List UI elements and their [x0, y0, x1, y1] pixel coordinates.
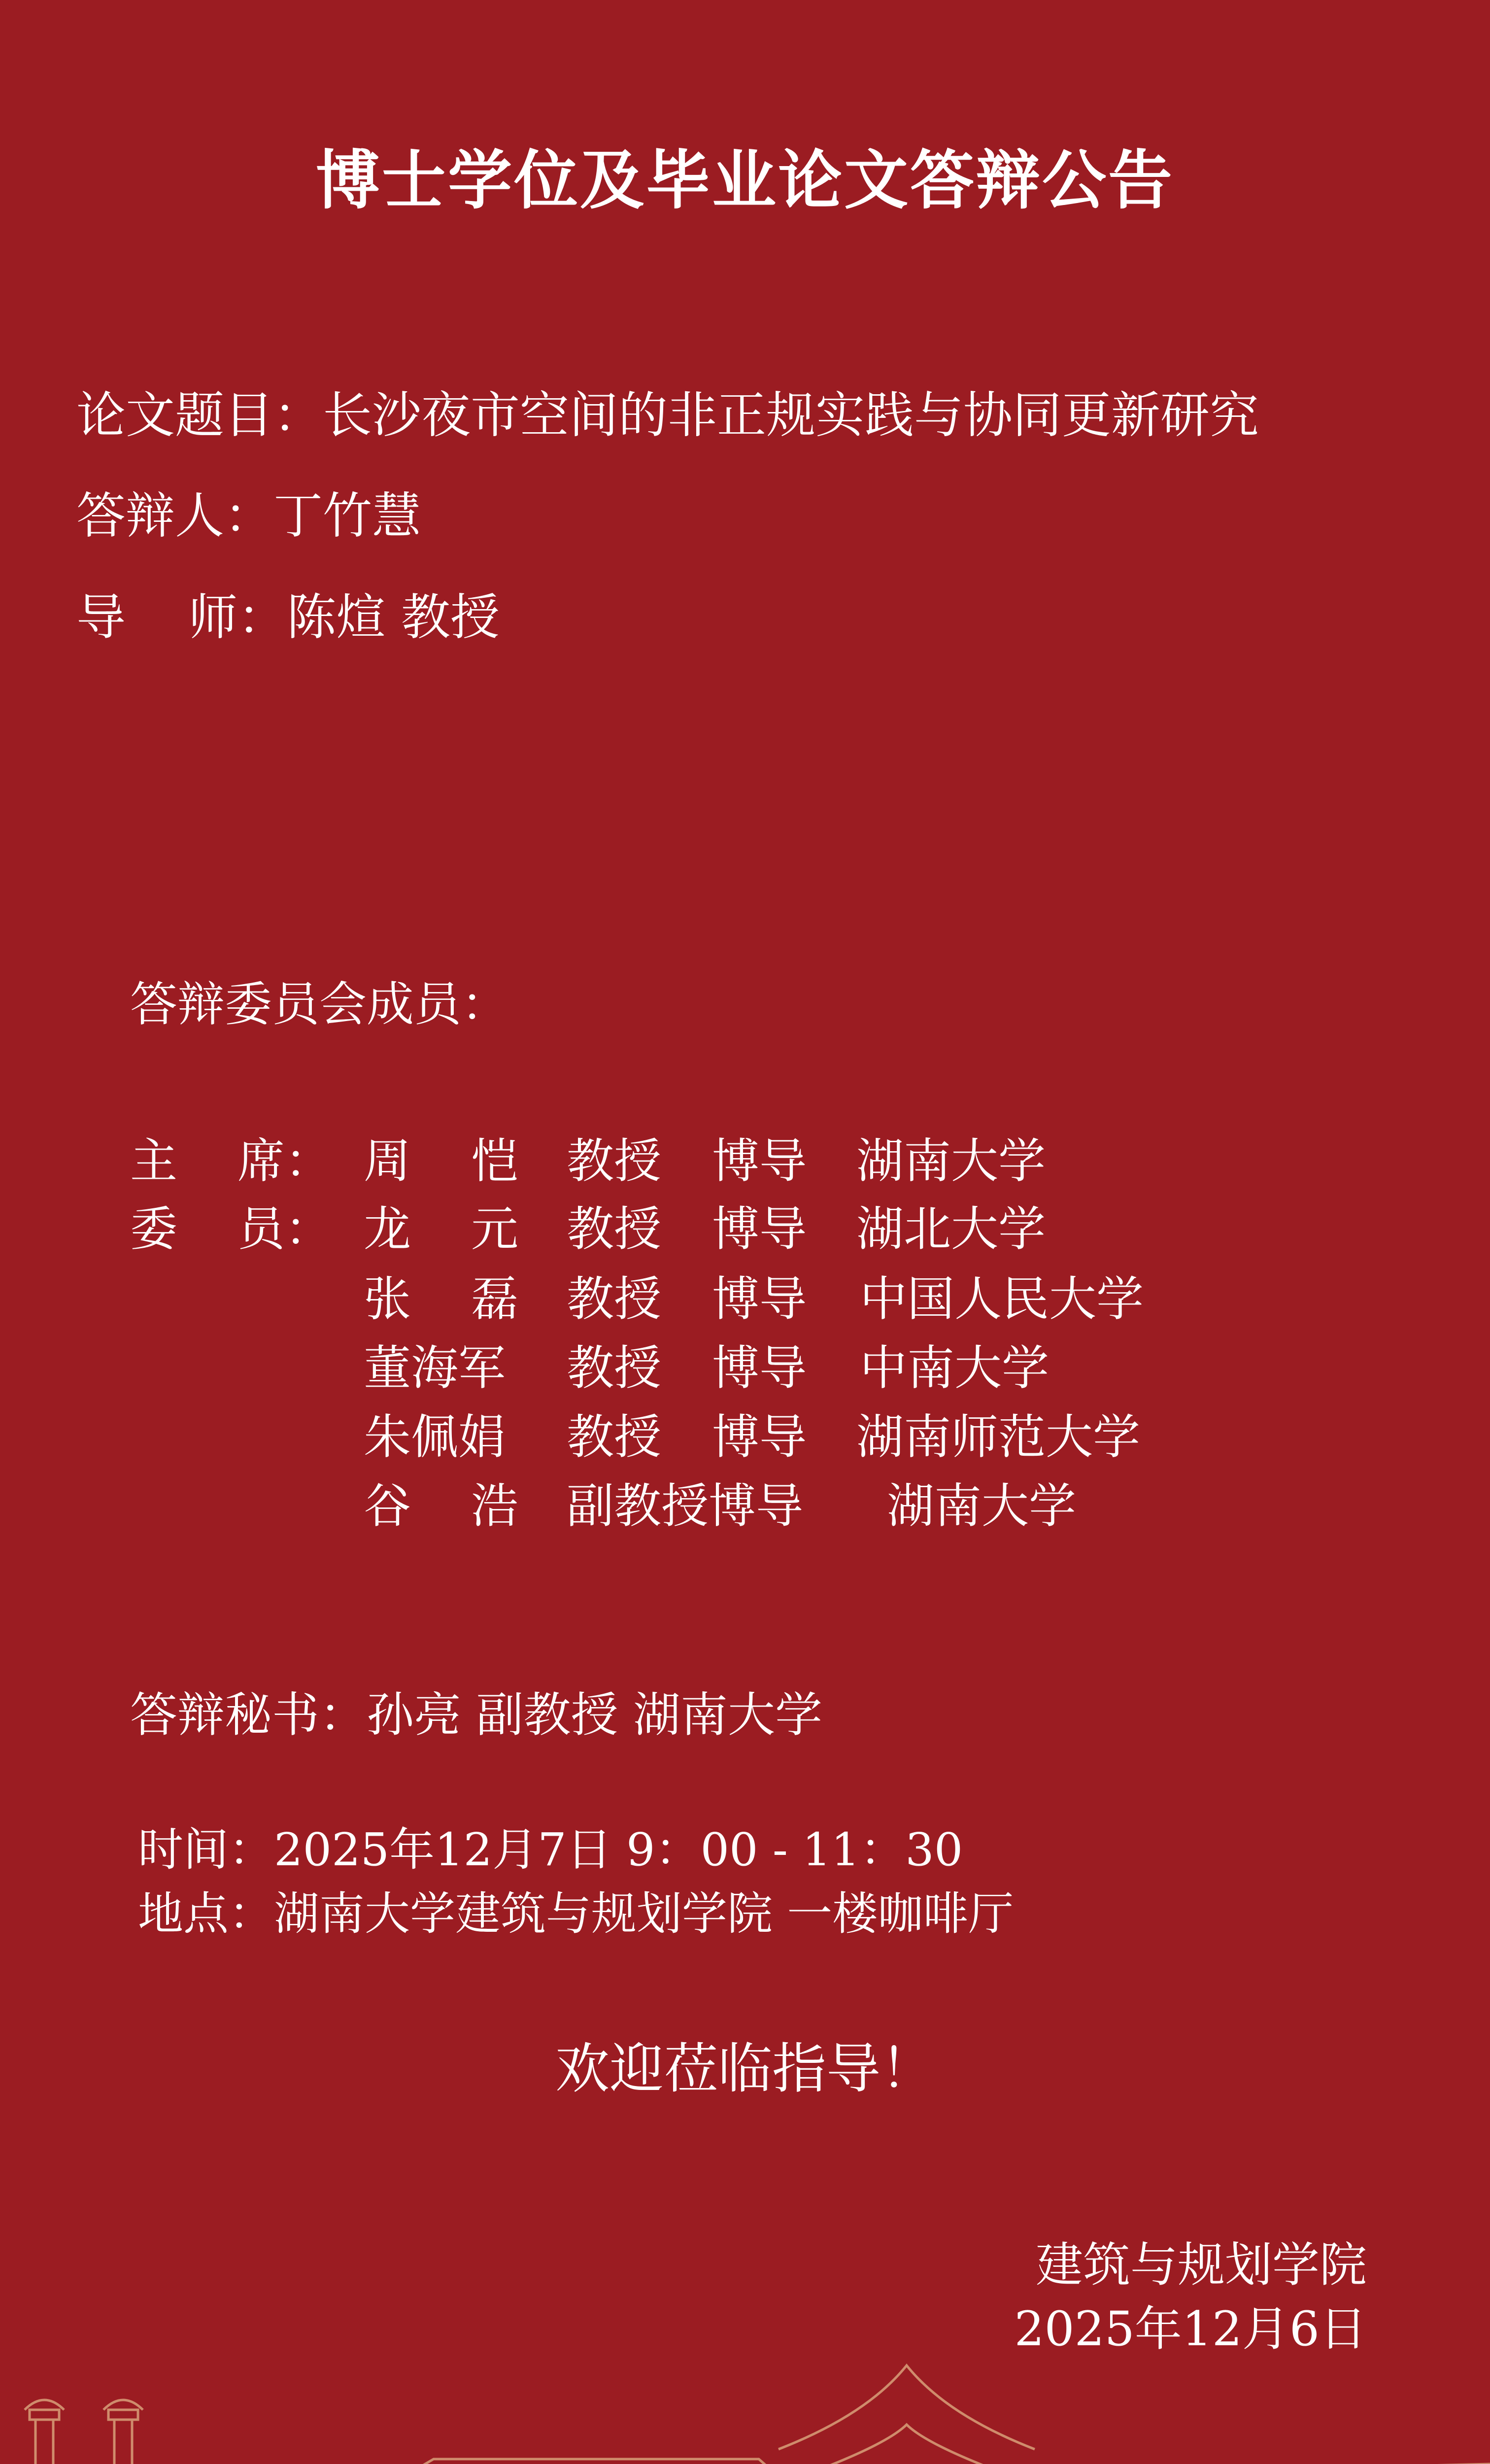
member-title: 教授 — [567, 1133, 661, 1189]
thesis-title: 论文题目：长沙夜市空间的非正规实践与协同更新研究 — [76, 386, 1259, 444]
issue-date: 2025年12月6日 — [1014, 2301, 1367, 2357]
member-org: 湖南师范大学 — [856, 1409, 1140, 1465]
candidate: 答辩人：丁竹慧 — [76, 487, 421, 545]
member-title: 教授 — [567, 1340, 661, 1396]
member-name: 龙 元 — [364, 1201, 519, 1257]
member-org: 湖南大学 — [856, 1133, 1046, 1189]
member-title: 副教授博导 — [567, 1478, 803, 1534]
member-role: 委 员： — [130, 1201, 333, 1257]
member-org: 湖南大学 — [887, 1478, 1076, 1534]
member-name: 周 恺 — [364, 1133, 519, 1189]
column-icon — [25, 2400, 145, 2464]
member-supervisor: 博导 — [712, 1340, 807, 1396]
committee-heading: 答辩委员会成员： — [130, 977, 508, 1032]
member-org: 中南大学 — [860, 1340, 1049, 1396]
member-name: 董海军 — [364, 1340, 506, 1396]
member-name: 张 磊 — [364, 1271, 519, 1327]
member-org: 中国人民大学 — [860, 1271, 1144, 1327]
defense-location: 地点：湖南大学建筑与规划学院 一楼咖啡厅 — [138, 1887, 1014, 1940]
welcome-message: 欢迎莅临指导！ — [555, 2037, 935, 2100]
gate-building — [374, 2459, 798, 2464]
member-supervisor: 博导 — [712, 1271, 807, 1327]
member-role: 主 席： — [130, 1133, 333, 1189]
member-name: 谷 浩 — [364, 1478, 519, 1534]
announcement-title: 博士学位及毕业论文答辩公告 — [315, 143, 1174, 218]
issuer-school: 建筑与规划学院 — [1036, 2237, 1367, 2293]
member-title: 教授 — [567, 1271, 661, 1327]
member-supervisor: 博导 — [712, 1201, 807, 1257]
member-org: 湖北大学 — [856, 1201, 1046, 1257]
member-name: 朱佩娟 — [364, 1409, 506, 1465]
member-title: 教授 — [567, 1201, 661, 1257]
member-supervisor: 博导 — [712, 1133, 807, 1189]
campus-buildings-illustration — [0, 2346, 1490, 2464]
advisor: 导 师：陈煊 教授 — [76, 588, 500, 646]
member-supervisor: 博导 — [712, 1409, 807, 1465]
committee-secretary: 答辩秘书：孙亮 副教授 湖南大学 — [130, 1687, 823, 1743]
defense-time: 时间：2025年12月7日 9：00 - 11：30 — [138, 1823, 963, 1876]
pavilion-building — [769, 2365, 1045, 2464]
member-title: 教授 — [567, 1409, 661, 1465]
